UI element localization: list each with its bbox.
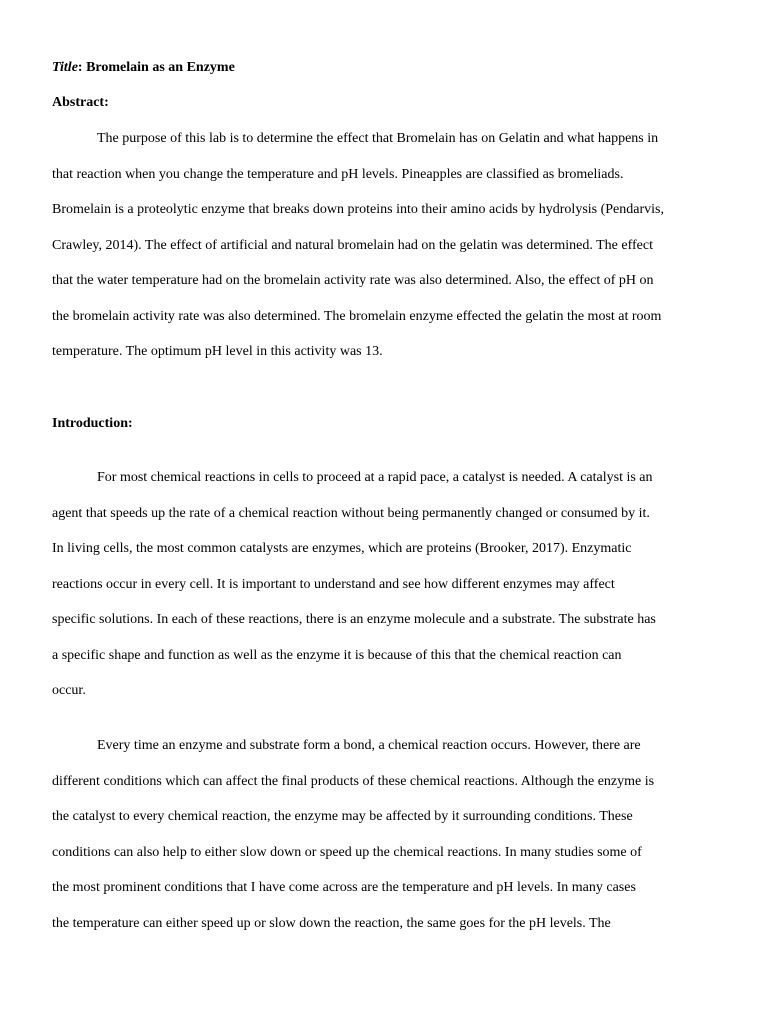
text-line: Crawley, 2014). The effect of artificial and natural bromelain had on the gelatin was determined. The effect (52, 237, 653, 253)
text-line: a specific shape and function as well as the enzyme it is because of this that the chemical reaction can (52, 647, 622, 663)
text-line: For most chemical reactions in cells to proceed at a rapid pace, a catalyst is needed. A catalyst is an (97, 470, 653, 485)
text-line: agent that speeds up the rate of a chemical reaction without being permanently changed or consumed by it. (52, 505, 650, 521)
text-line: The purpose of this lab is to determine the effect that Bromelain has on Gelatin and what happens in (97, 131, 659, 146)
title-label: Title (52, 60, 78, 75)
text-line: the bromelain activity rate was also determined. The bromelain enzyme effected the gelatin the most at room (52, 308, 662, 324)
document-title (52, 59, 235, 77)
title-text: Bromelain as an Enzyme (86, 60, 235, 75)
intro-paragraph-2 (52, 737, 732, 950)
text-line: that reaction when you change the temperature and pH levels. Pineapples are classified as bromeliads. (52, 166, 624, 182)
abstract-paragraph (52, 130, 732, 379)
text-line: that the water temperature had on the bromelain activity rate was also determined. Also, the effect of pH on (52, 273, 654, 288)
text-line: In living cells, the most common catalysts are enzymes, which are proteins (Brooker, 2017). Enzymatic (52, 541, 632, 556)
text-line: temperature. The optimum pH level in this activity was 13. (52, 344, 383, 359)
text-line: conditions can also help to either slow down or speed up the chemical reactions. In many studies some of (52, 844, 642, 860)
text-line: the catalyst to every chemical reaction, the enzyme may be affected by it surrounding conditions. These (52, 809, 633, 824)
text-line: specific solutions. In each of these reactions, there is an enzyme molecule and a substrate. The substrate has (52, 612, 656, 627)
text-line: Every time an enzyme and substrate form a bond, a chemical reaction occurs. However, there are (97, 738, 641, 753)
text-line: reactions occur in every cell. It is important to understand and see how different enzymes may affect (52, 576, 615, 592)
text-line: occur. (52, 683, 86, 698)
text-line: Bromelain is a proteolytic enzyme that breaks down proteins into their amino acids by hydrolysis (Pendarvis, (52, 202, 664, 217)
text-line: different conditions which can affect the final products of these chemical reactions. Although the enzyme is (52, 773, 655, 789)
text-line: the most prominent conditions that I have come across are the temperature and pH levels. In many cases (52, 880, 636, 895)
intro-paragraph-1 (52, 469, 732, 718)
abstract-heading: Abstract: (52, 95, 109, 110)
title-separator: : (77, 60, 87, 75)
text-line: the temperature can either speed up or slow down the reaction, the same goes for the pH levels. The (52, 915, 611, 931)
introduction-heading: Introduction: (52, 416, 133, 431)
